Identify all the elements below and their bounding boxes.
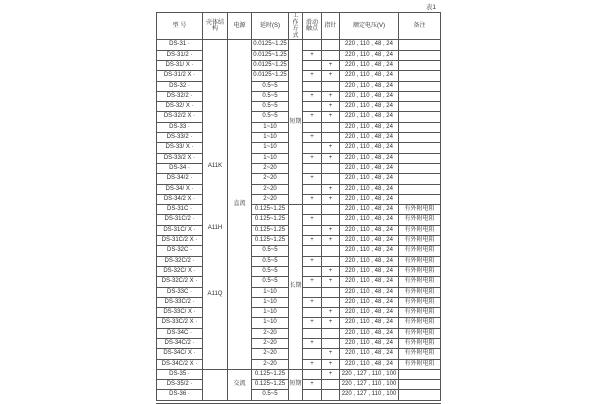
cell-note <box>399 133 441 143</box>
relay-spec-table <box>156 12 441 401</box>
cell-voltage: 220 , 110 , 48 , 24 <box>340 163 399 173</box>
column-header-1: 壳体结构 <box>203 13 228 40</box>
cell-model: DS-32/ X · <box>157 102 203 112</box>
table-caption: 表1 <box>425 4 436 11</box>
cell-note <box>399 174 441 184</box>
cell-slide-contact: + <box>303 194 322 204</box>
cell-note <box>399 40 441 50</box>
cell-model: DS-34C/2 X · <box>157 359 203 369</box>
cell-note: 有外附电阻 <box>399 266 441 276</box>
cell-slide-contact <box>303 122 322 132</box>
cell-voltage: 220 , 110 , 48 , 24 <box>340 143 399 153</box>
cell-delay: 2~20 <box>252 163 289 173</box>
cell-slide-contact: + <box>303 256 322 266</box>
cell-pointer <box>322 40 340 50</box>
cell-note: 有外附电阻 <box>399 338 441 348</box>
cell-model: DS-31/ X · <box>157 60 203 70</box>
cell-shell-structure <box>203 369 228 400</box>
cell-voltage: 220 , 110 , 48 , 24 <box>340 40 399 50</box>
cell-note <box>399 194 441 204</box>
cell-note <box>399 390 441 400</box>
cell-model: DS-35 · <box>157 369 203 379</box>
cell-note <box>399 143 441 153</box>
cell-note: 有外附电阻 <box>399 236 441 246</box>
cell-note: 有外附电阻 <box>399 359 441 369</box>
cell-pointer <box>322 215 340 225</box>
cell-note <box>399 50 441 60</box>
cell-slide-contact <box>303 184 322 194</box>
cell-note: 有外附电阻 <box>399 308 441 318</box>
cell-model: DS-32C/ X · <box>157 266 203 276</box>
cell-voltage: 220 , 110 , 48 , 24 <box>340 359 399 369</box>
cell-note: 有外附电阻 <box>399 287 441 297</box>
cell-pointer: + <box>322 318 340 328</box>
cell-slide-contact <box>303 225 322 235</box>
cell-model: DS-33C/2 · <box>157 297 203 307</box>
cell-delay: 0.5~5 <box>252 91 289 101</box>
cell-delay: 1~10 <box>252 133 289 143</box>
cell-note <box>399 380 441 390</box>
cell-delay: 1~10 <box>252 287 289 297</box>
cell-voltage: 220 , 110 , 48 , 24 <box>340 225 399 235</box>
shell-structure-label: A11K <box>207 163 223 170</box>
cell-voltage: 220 , 110 , 48 , 24 <box>340 122 399 132</box>
cell-pointer: + <box>322 91 340 101</box>
cell-pointer <box>322 122 340 132</box>
cell-voltage: 220 , 110 , 48 , 24 <box>340 81 399 91</box>
cell-delay: 0.125~1.25 <box>252 236 289 246</box>
cell-note <box>399 369 441 379</box>
cell-model: DS-31C · <box>157 205 203 215</box>
cell-slide-contact: + <box>303 359 322 369</box>
cell-delay: 2~20 <box>252 184 289 194</box>
cell-pointer: + <box>322 153 340 163</box>
cell-delay: 0.5~5 <box>252 81 289 91</box>
cell-voltage: 220 , 110 , 48 , 24 <box>340 184 399 194</box>
cell-slide-contact <box>303 60 322 70</box>
cell-slide-contact <box>303 102 322 112</box>
cell-model: DS-32C/2 X · <box>157 277 203 287</box>
cell-slide-contact <box>303 266 322 276</box>
cell-model: DS-34/ X · <box>157 184 203 194</box>
cell-model: DS-31 · <box>157 40 203 50</box>
cell-pointer <box>322 205 340 215</box>
cell-slide-contact: + <box>303 338 322 348</box>
cell-slide-contact: + <box>303 153 322 163</box>
cell-slide-contact: + <box>303 174 322 184</box>
cell-pointer <box>322 50 340 60</box>
cell-pointer <box>322 174 340 184</box>
cell-delay: 0.125~1.25 <box>252 380 289 390</box>
cell-pointer: + <box>322 225 340 235</box>
cell-note: 有外附电阻 <box>399 349 441 359</box>
cell-voltage: 220 , 110 , 48 , 24 <box>340 308 399 318</box>
cell-delay: 0.5~5 <box>252 102 289 112</box>
cell-note <box>399 91 441 101</box>
cell-note: 有外附电阻 <box>399 215 441 225</box>
cell-pointer <box>322 287 340 297</box>
table-header-row <box>157 13 441 40</box>
cell-pointer: + <box>322 112 340 122</box>
cell-model: DS-32/2 X · <box>157 112 203 122</box>
cell-delay: 1~10 <box>252 297 289 307</box>
cell-note <box>399 163 441 173</box>
cell-pointer <box>322 297 340 307</box>
cell-model: DS-32/2 · <box>157 91 203 101</box>
cell-delay: 2~20 <box>252 174 289 184</box>
cell-slide-contact: + <box>303 133 322 143</box>
cell-slide-contact <box>303 287 322 297</box>
cell-slide-contact <box>303 163 322 173</box>
cell-delay: 0.125~1.25 <box>252 225 289 235</box>
cell-slide-contact: + <box>303 380 322 390</box>
cell-pointer: + <box>322 308 340 318</box>
cell-voltage: 220 , 110 , 48 , 24 <box>340 133 399 143</box>
cell-delay: 2~20 <box>252 359 289 369</box>
cell-slide-contact <box>303 143 322 153</box>
cell-work-mode: 短期 <box>289 40 303 205</box>
cell-pointer <box>322 256 340 266</box>
cell-delay: 2~20 <box>252 338 289 348</box>
cell-delay: 1~10 <box>252 318 289 328</box>
cell-model: DS-34/2 · <box>157 174 203 184</box>
cell-slide-contact: + <box>303 236 322 246</box>
cell-note <box>399 102 441 112</box>
cell-slide-contact: + <box>303 71 322 81</box>
cell-delay: 0.125~1.25 <box>252 369 289 379</box>
column-header-8: 备注 <box>399 13 441 40</box>
cell-delay: 1~10 <box>252 143 289 153</box>
cell-model: DS-32C/2 · <box>157 256 203 266</box>
cell-model: DS-34/2 X · <box>157 194 203 204</box>
cell-voltage: 220 , 110 , 48 , 24 <box>340 256 399 266</box>
cell-voltage: 220 , 110 , 48 , 24 <box>340 246 399 256</box>
cell-model: DS-33/2 · <box>157 133 203 143</box>
cell-delay: 0.0125~1.25 <box>252 60 289 70</box>
cell-slide-contact: + <box>303 91 322 101</box>
cell-pointer: + <box>322 102 340 112</box>
cell-delay: 0.0125~1.25 <box>252 40 289 50</box>
cell-note <box>399 71 441 81</box>
column-header-7: 额定电压(V) <box>340 13 399 40</box>
cell-voltage: 220 , 110 , 48 , 24 <box>340 60 399 70</box>
cell-pointer <box>322 328 340 338</box>
column-header-3: 延时(S) <box>252 13 289 40</box>
cell-pointer: + <box>322 184 340 194</box>
cell-note <box>399 60 441 70</box>
cell-voltage: 220 , 110 , 48 , 24 <box>340 50 399 60</box>
cell-slide-contact <box>303 246 322 256</box>
cell-note <box>399 112 441 122</box>
cell-model: DS-33/2 X · <box>157 153 203 163</box>
cell-voltage: 220 , 110 , 48 , 24 <box>340 318 399 328</box>
cell-delay: 1~10 <box>252 122 289 132</box>
cell-model: DS-34C/2 · <box>157 338 203 348</box>
table-row <box>157 369 441 379</box>
cell-work-mode: 短期 <box>289 369 303 400</box>
shell-structure-label: A11H <box>207 225 223 232</box>
cell-slide-contact <box>303 81 322 91</box>
column-header-4: 工作方式 <box>289 13 303 40</box>
cell-note <box>399 153 441 163</box>
cell-pointer <box>322 246 340 256</box>
cell-voltage: 220 , 110 , 48 , 24 <box>340 102 399 112</box>
cell-delay: 0.5~5 <box>252 246 289 256</box>
cell-power: 直流 <box>228 40 252 370</box>
cell-model: DS-33/ X · <box>157 143 203 153</box>
cell-note <box>399 122 441 132</box>
column-header-6: 指针 <box>322 13 340 40</box>
cell-pointer: + <box>322 349 340 359</box>
cell-note: 有外附电阻 <box>399 297 441 307</box>
cell-voltage: 220 , 110 , 48 , 24 <box>340 266 399 276</box>
cell-delay: 0.125~1.25 <box>252 215 289 225</box>
cell-delay: 0.5~5 <box>252 256 289 266</box>
cell-voltage: 220 , 110 , 48 , 24 <box>340 287 399 297</box>
cell-slide-contact <box>303 205 322 215</box>
cell-pointer <box>322 338 340 348</box>
cell-voltage: 220 , 127 , 110 , 100 <box>340 369 399 379</box>
cell-pointer: + <box>322 369 340 379</box>
cell-slide-contact: + <box>303 50 322 60</box>
cell-note: 有外附电阻 <box>399 318 441 328</box>
cell-voltage: 220 , 110 , 48 , 24 <box>340 215 399 225</box>
cell-slide-contact <box>303 390 322 400</box>
cell-delay: 0.5~5 <box>252 277 289 287</box>
cell-slide-contact <box>303 40 322 50</box>
cell-pointer: + <box>322 194 340 204</box>
cell-voltage: 220 , 110 , 48 , 24 <box>340 112 399 122</box>
cell-pointer: + <box>322 143 340 153</box>
cell-model: DS-33C/ X · <box>157 308 203 318</box>
cell-delay: 1~10 <box>252 153 289 163</box>
cell-model: DS-34C · <box>157 328 203 338</box>
cell-note: 有外附电阻 <box>399 328 441 338</box>
cell-model: DS-36 · <box>157 390 203 400</box>
cell-slide-contact: + <box>303 112 322 122</box>
cell-note: 有外附电阻 <box>399 205 441 215</box>
cell-slide-contact: + <box>303 277 322 287</box>
cell-slide-contact: + <box>303 318 322 328</box>
cell-delay: 2~20 <box>252 194 289 204</box>
cell-slide-contact <box>303 328 322 338</box>
cell-model: DS-31C/2 · <box>157 215 203 225</box>
table-row <box>157 40 441 50</box>
cell-delay: 0.5~5 <box>252 266 289 276</box>
cell-delay: 0.5~5 <box>252 390 289 400</box>
cell-pointer <box>322 380 340 390</box>
cell-voltage: 220 , 110 , 48 , 24 <box>340 297 399 307</box>
cell-model: DS-33C/2 X · <box>157 318 203 328</box>
column-header-2: 电源 <box>228 13 252 40</box>
cell-delay: 0.0125~1.25 <box>252 50 289 60</box>
cell-voltage: 220 , 110 , 48 , 24 <box>340 205 399 215</box>
cell-voltage: 220 , 110 , 48 , 24 <box>340 174 399 184</box>
cell-voltage: 220 , 110 , 48 , 24 <box>340 236 399 246</box>
cell-shell-structure <box>203 40 228 370</box>
cell-model: DS-31/2 · <box>157 50 203 60</box>
table-row <box>157 205 441 215</box>
cell-pointer <box>322 163 340 173</box>
column-header-5: 滑动触点 <box>303 13 322 40</box>
cell-voltage: 220 , 110 , 48 , 24 <box>340 194 399 204</box>
cell-slide-contact <box>303 369 322 379</box>
cell-slide-contact: + <box>303 215 322 225</box>
cell-pointer <box>322 81 340 91</box>
cell-note <box>399 81 441 91</box>
cell-delay: 2~20 <box>252 349 289 359</box>
cell-delay: 0.0125~1.25 <box>252 71 289 81</box>
cell-pointer: + <box>322 71 340 81</box>
cell-delay: 0.125~1.25 <box>252 205 289 215</box>
cell-voltage: 220 , 110 , 48 , 24 <box>340 277 399 287</box>
cell-model: DS-33 · <box>157 122 203 132</box>
cell-model: DS-32C · <box>157 246 203 256</box>
cell-pointer <box>322 133 340 143</box>
cell-model: DS-35/2 · <box>157 380 203 390</box>
cell-pointer: + <box>322 266 340 276</box>
cell-work-mode: 长期 <box>289 205 303 370</box>
cell-model: DS-32 · <box>157 81 203 91</box>
cell-voltage: 220 , 110 , 48 , 24 <box>340 153 399 163</box>
cell-pointer: + <box>322 236 340 246</box>
cell-note: 有外附电阻 <box>399 277 441 287</box>
cell-pointer: + <box>322 359 340 369</box>
cell-model: DS-33C · <box>157 287 203 297</box>
cell-delay: 0.5~5 <box>252 112 289 122</box>
cell-voltage: 220 , 110 , 48 , 24 <box>340 338 399 348</box>
cell-note: 有外附电阻 <box>399 256 441 266</box>
shell-structure-label: A11Q <box>207 291 223 298</box>
cell-delay: 1~10 <box>252 308 289 318</box>
cell-model: DS-31C/2 X · <box>157 236 203 246</box>
cell-note <box>399 184 441 194</box>
cell-power: 交流 <box>228 369 252 400</box>
cell-model: DS-34C/ X · <box>157 349 203 359</box>
column-header-0: 型 号 <box>157 13 203 40</box>
cell-model: DS-31C/ X · <box>157 225 203 235</box>
cell-voltage: 220 , 110 , 48 , 24 <box>340 91 399 101</box>
cell-voltage: 220 , 110 , 48 , 24 <box>340 349 399 359</box>
cell-delay: 2~20 <box>252 328 289 338</box>
cell-pointer: + <box>322 60 340 70</box>
cell-slide-contact <box>303 349 322 359</box>
cell-pointer <box>322 390 340 400</box>
cell-pointer: + <box>322 277 340 287</box>
cell-voltage: 220 , 127 , 110 , 100 <box>340 390 399 400</box>
cell-voltage: 220 , 127 , 110 , 100 <box>340 380 399 390</box>
cell-note: 有外附电阻 <box>399 225 441 235</box>
cell-model: DS-34 · <box>157 163 203 173</box>
cell-voltage: 220 , 110 , 48 , 24 <box>340 71 399 81</box>
cell-voltage: 220 , 110 , 48 , 24 <box>340 328 399 338</box>
cell-slide-contact <box>303 308 322 318</box>
cell-model: DS-31/2 X · <box>157 71 203 81</box>
cell-note: 有外附电阻 <box>399 246 441 256</box>
cell-slide-contact: + <box>303 297 322 307</box>
